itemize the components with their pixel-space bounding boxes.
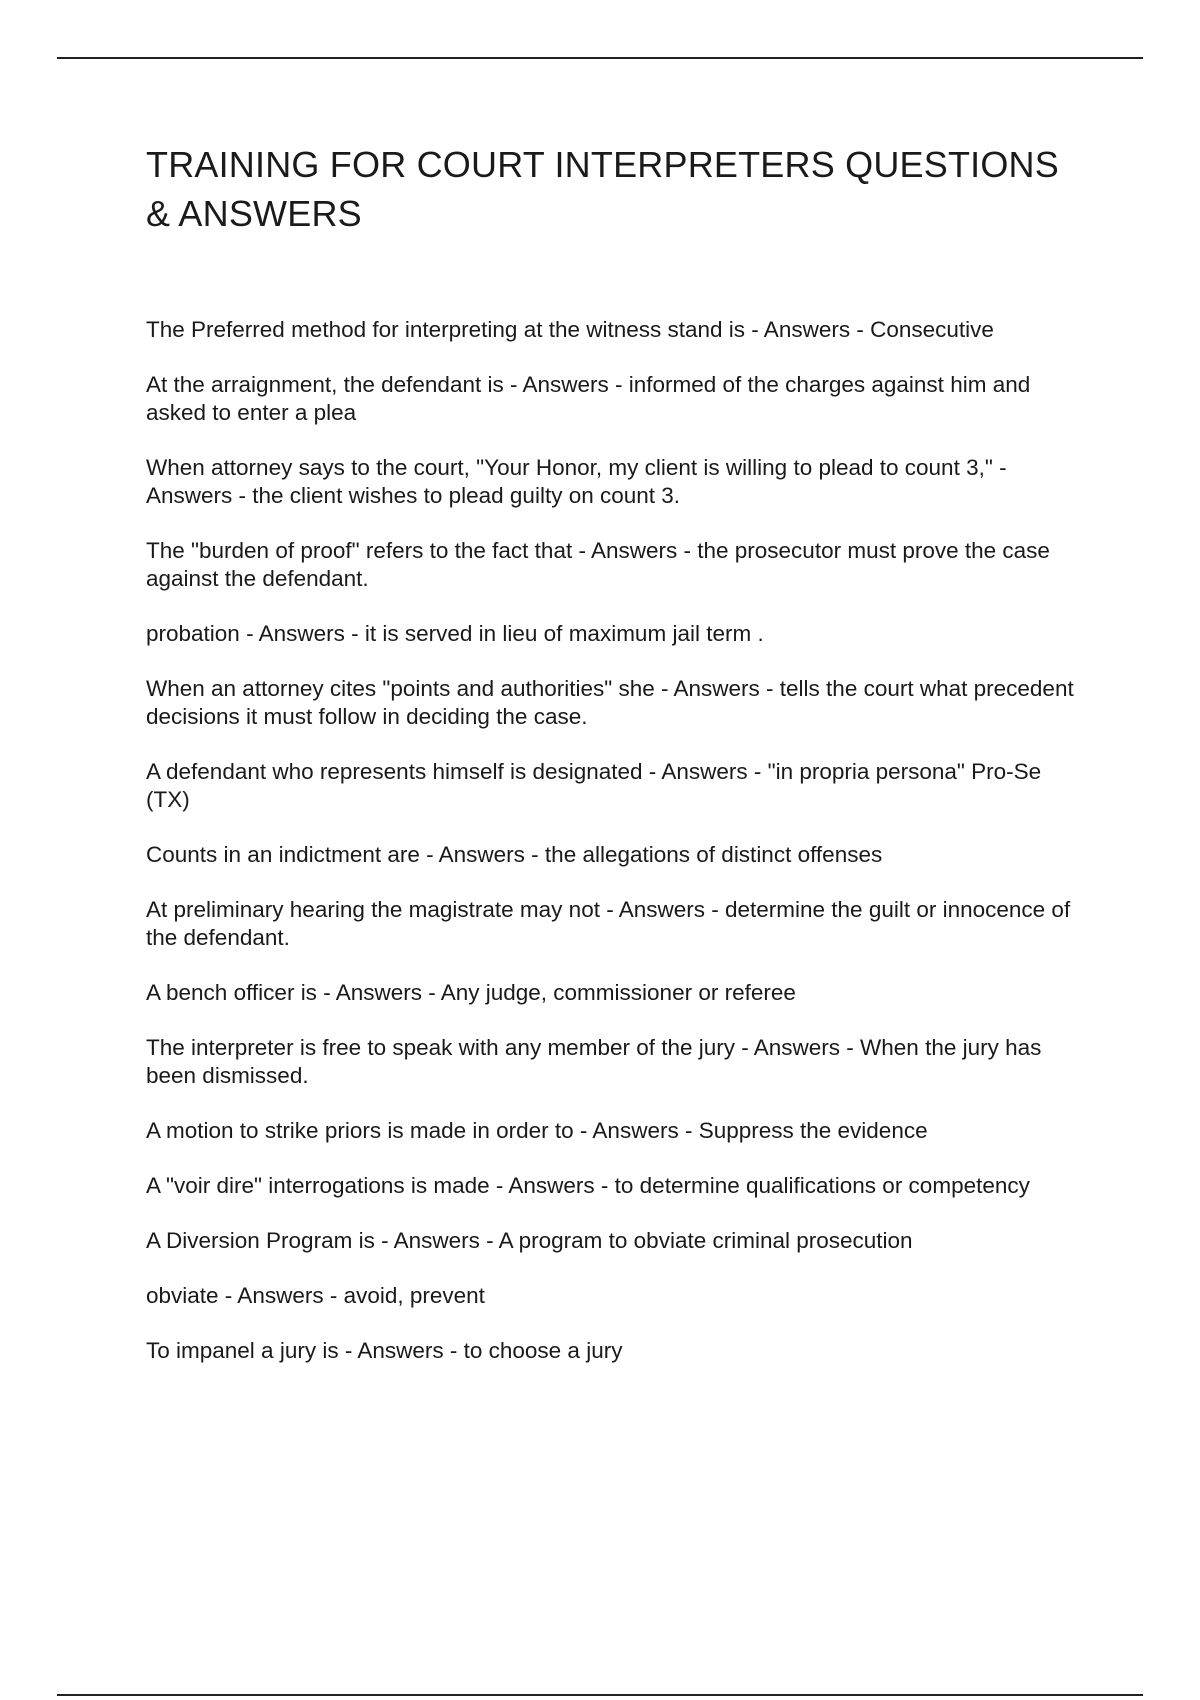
qa-item: A motion to strike priors is made in order to - Answers - Suppress the evidence <box>146 1118 928 1143</box>
qa-item: To impanel a jury is - Answers - to choose a jury <box>146 1338 623 1363</box>
bottom-rule <box>57 1694 1143 1696</box>
qa-item: At preliminary hearing the magistrate may not - Answers - determine the guilt or innocence of the defendant. <box>146 897 1071 950</box>
qa-item: The interpreter is free to speak with any member of the jury - Answers - When the jury has been dismissed. <box>146 1035 1042 1088</box>
document-body <box>146 140 1086 1392</box>
qa-item: A bench officer is - Answers - Any judge, commissioner or referee <box>146 980 796 1005</box>
qa-item: At the arraignment, the defendant is - Answers - informed of the charges against him and asked to enter a plea <box>146 372 1031 425</box>
qa-list <box>146 316 1086 1365</box>
qa-item: When attorney says to the court, "Your Honor, my client is willing to plead to count 3," - Answers - the client wishes to plead guilty on count 3. <box>146 455 1007 508</box>
document-title: TRAINING FOR COURT INTERPRETERS QUESTIONS & ANSWERS <box>146 144 1059 234</box>
qa-item: probation - Answers - it is served in lieu of maximum jail term . <box>146 621 764 646</box>
qa-item: obviate - Answers - avoid, prevent <box>146 1283 485 1308</box>
qa-item: A Diversion Program is - Answers - A program to obviate criminal prosecution <box>146 1228 913 1253</box>
qa-item: The "burden of proof" refers to the fact that - Answers - the prosecutor must prove the case against the defendant. <box>146 538 1050 591</box>
qa-item: A defendant who represents himself is designated - Answers - "in propria persona" Pro-Se (TX) <box>146 759 1042 812</box>
top-rule <box>57 57 1143 59</box>
qa-item: When an attorney cites "points and authorities" she - Answers - tells the court what precedent decisions it must follow in deciding the case. <box>146 676 1074 729</box>
qa-item: The Preferred method for interpreting at the witness stand is - Answers - Consecutive <box>146 317 994 342</box>
qa-item: A "voir dire" interrogations is made - Answers - to determine qualifications or competency <box>146 1173 1030 1198</box>
qa-item: Counts in an indictment are - Answers - the allegations of distinct offenses <box>146 842 883 867</box>
